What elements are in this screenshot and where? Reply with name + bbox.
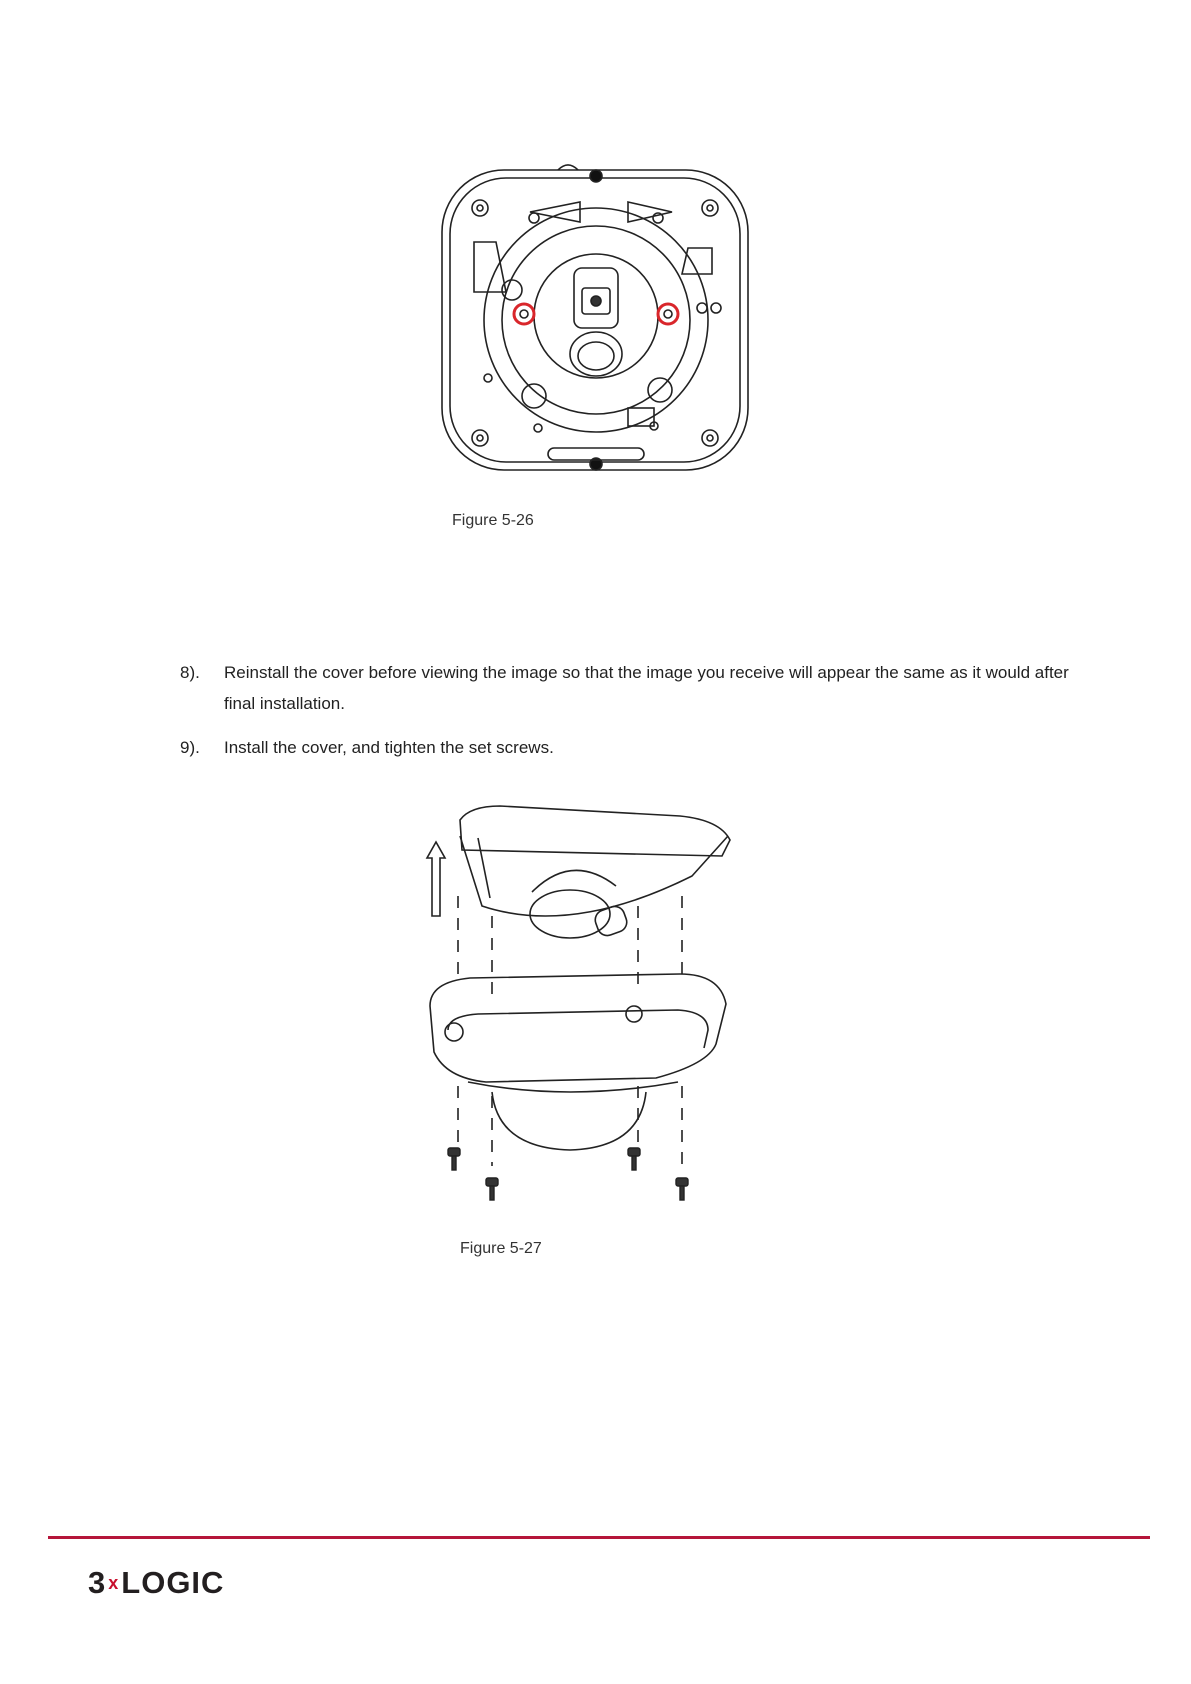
logo-x: x [108, 1573, 120, 1593]
figure-5-26-caption: Figure 5-26 [452, 512, 534, 529]
logo-logic: LOGIC [121, 1565, 225, 1600]
figure-5-27-caption: Figure 5-27 [460, 1240, 542, 1257]
step-9-number: 9). [180, 738, 200, 757]
step-8-text: Reinstall the cover before viewing the image so that the image you receive will appear the same as it would after final installation. [224, 663, 1069, 713]
step-8-number: 8). [180, 663, 200, 682]
footer-divider [48, 1536, 1150, 1539]
figure-5-27-illustration [420, 796, 750, 1206]
step-9-text: Install the cover, and tighten the set screws. [224, 738, 554, 757]
logo-3: 3 [88, 1565, 107, 1600]
figure-5-26-illustration [438, 158, 754, 480]
brand-logo [88, 1565, 224, 1599]
